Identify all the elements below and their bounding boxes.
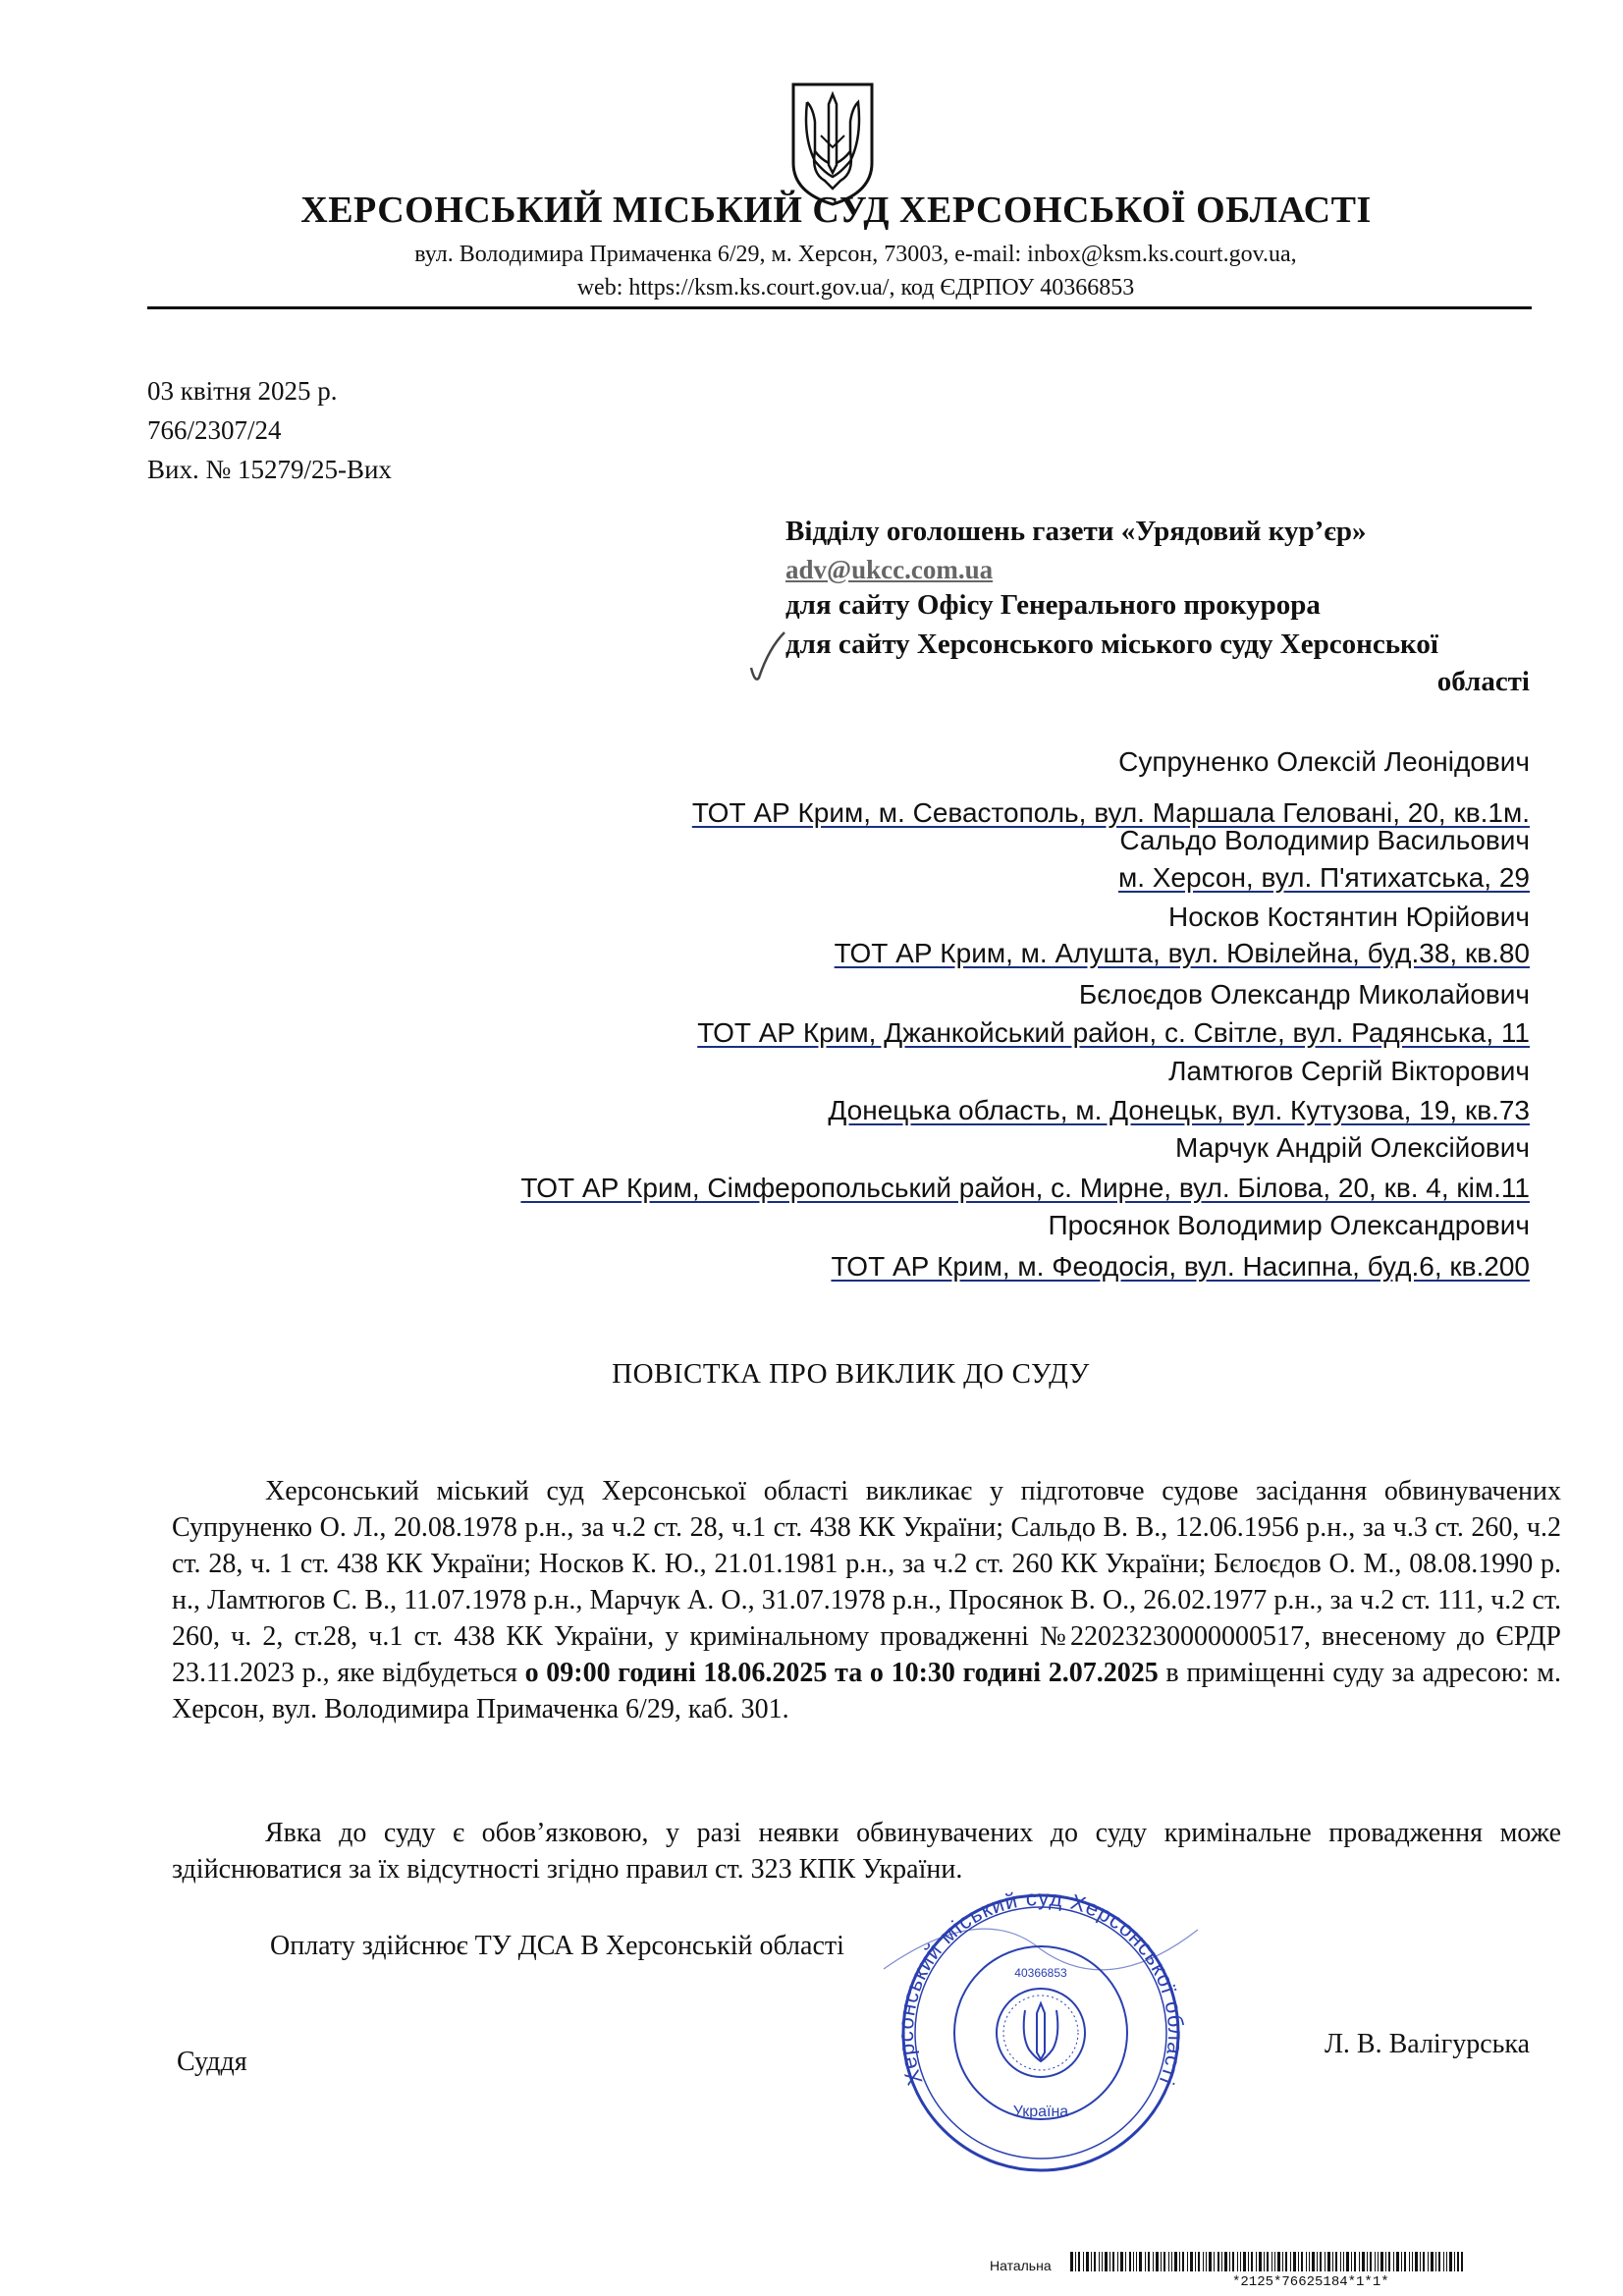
addressee-newspaper: Відділу оголошень газети «Урядовий кур’єр» xyxy=(785,516,1367,547)
barcode-number: *2125*76625184*1*1* xyxy=(1232,2274,1389,2290)
recipient-address: ТОТ АР Крим, м. Алушта, вул. Ювілейна, буд.38, кв.80 xyxy=(834,938,1530,968)
addressee-prosecutor: для сайту Офісу Генерального прокурора xyxy=(785,589,1321,621)
court-web-code: web: https://ksm.ks.court.gov.ua/, код ЄДРПОУ 40366853 xyxy=(576,275,1135,301)
barcode-icon xyxy=(1070,2252,1463,2271)
svg-text:40366853: 40366853 xyxy=(1014,1966,1067,1980)
recipient-address: ТОТ АР Крим, м. Феодосія, вул. Насипна, буд.6, кв.200 xyxy=(831,1251,1530,1282)
recipient-address: ТОТ АР Крим, м. Севастополь, вул. Маршала Геловані, 20, кв.1м. xyxy=(691,797,1530,828)
recipient-name: Носков Костянтин Юрійович xyxy=(1167,902,1530,932)
recipient-address: м. Херсон, вул. П'ятихатська, 29 xyxy=(1117,862,1530,893)
handwritten-check-mark xyxy=(741,629,790,687)
recipient-address: ТОТ АР Крим, Сімферопольський район, с. Мирне, вул. Білова, 20, кв. 4, кім.11 xyxy=(520,1173,1530,1203)
document-date: 03 квітня 2025 р. xyxy=(147,376,338,406)
outgoing-number: Вих. № 15279/25-Вих xyxy=(147,455,392,484)
addressee-court-site-cont: області xyxy=(1436,666,1530,697)
recipient-name: Просянок Володимир Олександрович xyxy=(1048,1210,1530,1240)
document-title: ПОВІСТКА ПРО ВИКЛИК ДО СУДУ xyxy=(612,1358,1090,1390)
judge-label: Суддя xyxy=(177,2047,247,2077)
recipient-address: Донецька область, м. Донецьк, вул. Кутузова, 19, кв.73 xyxy=(828,1095,1530,1125)
recipient-name: Супруненко Олексій Леонідович xyxy=(1118,746,1530,777)
addressee-email[interactable]: adv@ukcc.com.ua xyxy=(785,555,994,584)
recipient-name: Марчук Андрій Олексійович xyxy=(1175,1132,1530,1163)
judge-name: Л. В. Валігурська xyxy=(1324,2029,1530,2059)
barcode-label: Натальна xyxy=(990,2258,1052,2273)
recipient-name: Сальдо Володимир Васильович xyxy=(1119,825,1530,855)
recipient-name: Бєлоєдов Олександр Миколайович xyxy=(1078,979,1530,1010)
court-seal-stamp xyxy=(864,1871,1217,2180)
summons-text: Херсонський міський суд Херсонської області викликає у підготовче судове засідання обвинувачених Супруненко О. Л., 20.08.1978 р.н., за ч.2 ст. 28, ч.1 ст. 438 КК України; Сальдо В. В., 12.06.1956 р.н., за ч.3 ст. 260, ч.2 ст. 28, ч. 1 ст. 438 КК України; Носков К. Ю., 21.01.1981 р.н., за ч.2 ст. 260 КК України; Бєлоєдов О. М., 08.08.1990 р. н., Ламтюгов С. В., 11.07.1978 р.н., Марчук А. О., 31.07.1978 р.н., Просянок В. О., 26.02.1977 р.н., за ч.2 ст. 111, ч.2 ст. 260, ч. 2, ст.28, ч.1 ст. 438 КК України, у кримінальному провадженні №22023230000000517, внесеному до ЄРДР 23.11.2023 р., яке відбудеться xyxy=(172,1476,1561,1688)
court-address: вул. Володимира Примаченка 6/29, м. Херсон, 73003, e-mail: inbox@ksm.ks.court.gov.ua, xyxy=(414,242,1297,267)
summons-paragraph xyxy=(172,1473,1561,1727)
attendance-text: Явка до суду є обов’язковою, у разі неявки обвинувачених до суду кримінальне провадження може здійснюватися за їх відсутності згідно правил ст. 323 КПК України. xyxy=(172,1818,1561,1885)
case-number: 766/2307/24 xyxy=(147,415,282,445)
payment-note: Оплату здійснює ТУ ДСА В Херсонській області xyxy=(270,1931,844,1961)
recipient-address: ТОТ АР Крим, Джанкойський район, с. Світле, вул. Радянська, 11 xyxy=(697,1017,1530,1048)
summons-text-end: в приміщенні суду за адресою: м. Херсон, вул. Володимира Примаченка 6/29, каб. 301. xyxy=(172,1658,1561,1724)
addressee-court-site: для сайту Херсонського міського суду Херсонської xyxy=(785,629,1438,660)
header-divider xyxy=(147,306,1532,309)
court-name: ХЕРСОНСЬКИЙ МІСЬКИЙ СУД ХЕРСОНСЬКОЇ ОБЛАСТІ xyxy=(300,190,1372,231)
svg-text:Україна: Україна xyxy=(1012,2104,1069,2120)
hearing-dates: о 09:00 годині 18.06.2025 та о 10:30 годині 2.07.2025 xyxy=(524,1658,1159,1688)
recipient-name: Ламтюгов Сергій Вікторович xyxy=(1168,1056,1530,1086)
svg-text:Херсонський міський суд Херсон: Херсонський міський суд Херсонської області xyxy=(893,1885,1189,2089)
